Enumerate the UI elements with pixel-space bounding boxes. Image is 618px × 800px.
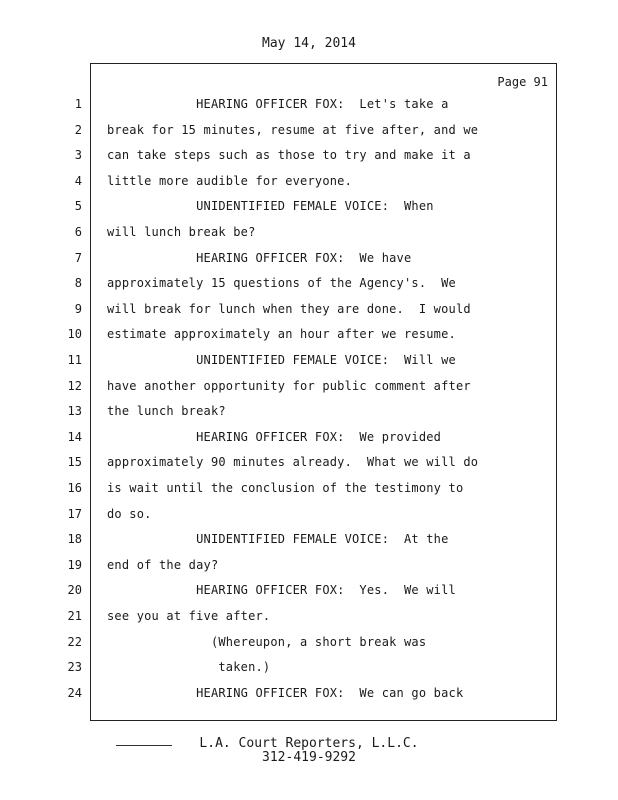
line-text: approximately 15 questions of the Agency's. We [107,276,456,291]
line-number: 8 [74,276,82,291]
line-number: 10 [67,327,82,342]
reporter-name: L.A. Court Reporters, L.L.C. [199,736,419,751]
line-number: 24 [67,685,82,700]
line-text: HEARING OFFICER FOX: We provided [107,429,442,444]
line-number: 20 [67,583,82,598]
line-number: 2 [74,122,82,137]
line-text: taken.) [107,660,271,675]
line-number: 11 [67,353,82,367]
line-text: break for 15 minutes, resume at five after, and we [107,122,479,137]
transcript-date: May 14, 2014 [262,36,356,51]
line-number: 5 [74,199,82,214]
line-text: little more audible for everyone. [107,173,353,188]
line-number: 16 [67,481,82,495]
line-number: 17 [67,506,82,521]
line-number: 6 [74,225,82,239]
line-text: see you at five after. [107,609,271,623]
line-number: 12 [67,378,82,393]
line-text: approximately 90 minutes already. What we will do [107,455,479,470]
line-text: HEARING OFFICER FOX: We have [107,250,412,265]
line-number: 9 [74,301,82,316]
line-number: 19 [67,557,82,572]
line-number: 21 [67,609,82,623]
line-text: end of the day? [107,557,219,572]
reporter-phone: 312-419-9292 [262,750,356,765]
line-text: is wait until the conclusion of the testimony to [107,481,464,495]
line-text: estimate approximately an hour after we resume. [107,327,456,342]
line-text: will break for lunch when they are done. I would [107,301,471,316]
line-text: the lunch break? [107,404,226,419]
line-number: 1 [74,97,82,111]
line-number: 22 [67,634,82,649]
line-number: 23 [67,660,82,675]
line-number: 3 [74,148,82,163]
line-text: HEARING OFFICER FOX: Let's take a [107,97,449,111]
line-text: can take steps such as those to try and make it a [107,148,471,163]
line-text: UNIDENTIFIED FEMALE VOICE: At the [107,532,449,547]
line-text: UNIDENTIFIED FEMALE VOICE: When [107,199,434,214]
page-number: Page 91 [497,75,548,89]
line-text: HEARING OFFICER FOX: We can go back [107,685,464,700]
line-number: 18 [67,532,82,547]
line-text: (Whereupon, a short break was [107,634,427,649]
line-number: 14 [67,429,82,444]
line-number: 4 [74,173,82,188]
line-number: 7 [74,250,82,265]
line-text: have another opportunity for public comment after [107,378,471,393]
line-number: 13 [67,404,82,419]
line-text: HEARING OFFICER FOX: Yes. We will [107,583,456,598]
line-number: 15 [67,455,82,470]
line-text: UNIDENTIFIED FEMALE VOICE: Will we [107,353,456,367]
line-text: will lunch break be? [107,225,256,239]
line-text: do so. [107,506,152,521]
